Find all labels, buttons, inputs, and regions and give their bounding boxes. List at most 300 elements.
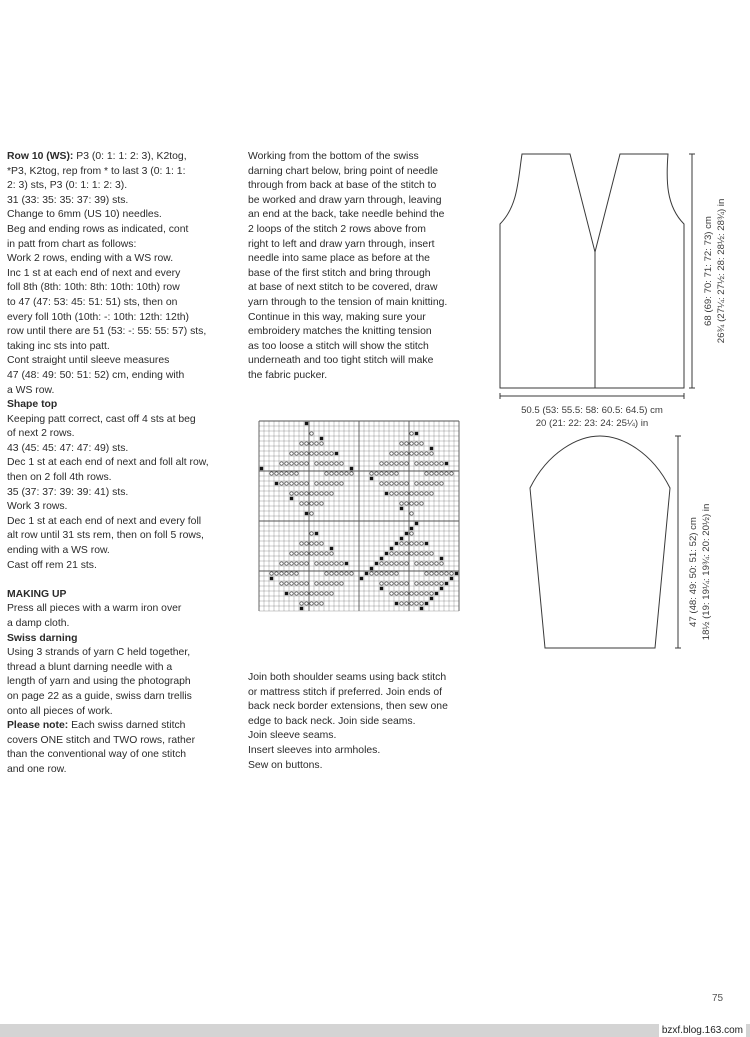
darned-stitch xyxy=(420,482,423,485)
darned-stitch xyxy=(315,442,318,445)
darned-stitch xyxy=(410,512,413,515)
text-run: 2: 3) sts, P3 (0: 1: 1: 2: 3). xyxy=(7,180,128,192)
darned-stitch xyxy=(305,552,308,555)
darned-stitch xyxy=(315,492,318,495)
darned-stitch xyxy=(380,572,383,575)
darned-stitch xyxy=(340,562,343,565)
text-line xyxy=(7,559,239,574)
darned-stitch xyxy=(430,562,433,565)
darned-stitch xyxy=(315,482,318,485)
text-run: Work 3 rows. xyxy=(7,501,68,513)
darned-stitch xyxy=(400,542,403,545)
filled-stitch xyxy=(290,497,293,500)
darned-stitch xyxy=(285,472,288,475)
darned-stitch xyxy=(305,582,308,585)
darned-stitch xyxy=(340,462,343,465)
darned-stitch xyxy=(390,482,393,485)
text-run: Work 2 rows, ending with a WS row. xyxy=(7,253,174,265)
darned-stitch xyxy=(285,482,288,485)
darned-stitch xyxy=(390,572,393,575)
darned-stitch xyxy=(280,582,283,585)
darned-stitch xyxy=(385,582,388,585)
darned-stitch xyxy=(300,582,303,585)
darned-stitch xyxy=(425,472,428,475)
darned-stitch xyxy=(315,452,318,455)
darned-stitch xyxy=(380,472,383,475)
darned-stitch xyxy=(395,582,398,585)
darned-stitch xyxy=(290,472,293,475)
text-line xyxy=(7,646,239,661)
darned-stitch xyxy=(280,482,283,485)
filled-stitch xyxy=(305,422,308,425)
footer-bar xyxy=(0,1024,750,1037)
darned-stitch xyxy=(425,482,428,485)
darned-stitch xyxy=(435,462,438,465)
filled-stitch xyxy=(390,547,393,550)
body-length-in: 26¾ (27¼: 27½: 28: 28½: 28¾) in xyxy=(716,198,727,344)
text-line: Join sleeve seams. xyxy=(248,730,337,742)
darned-stitch xyxy=(290,592,293,595)
darned-stitch xyxy=(335,582,338,585)
darned-stitch xyxy=(405,462,408,465)
darned-stitch xyxy=(425,452,428,455)
darned-stitch xyxy=(350,472,353,475)
text-line xyxy=(7,661,239,676)
darned-stitch xyxy=(395,572,398,575)
text-run: Press all pieces with a warm iron over xyxy=(7,603,182,615)
darned-stitch xyxy=(430,552,433,555)
darned-stitch xyxy=(315,602,318,605)
filled-stitch xyxy=(445,582,448,585)
filled-stitch xyxy=(400,507,403,510)
text-run: ending with a WS row. xyxy=(7,545,110,557)
darned-stitch xyxy=(395,472,398,475)
middle-column xyxy=(248,150,484,384)
darned-stitch xyxy=(320,562,323,565)
darned-stitch xyxy=(440,472,443,475)
text-line xyxy=(7,413,239,428)
darned-stitch xyxy=(315,562,318,565)
darned-stitch xyxy=(420,582,423,585)
text-run: 31 (33: 35: 35: 37: 39) sts. xyxy=(7,194,129,206)
filled-stitch xyxy=(440,587,443,590)
darned-stitch xyxy=(375,472,378,475)
text-run: Change to 6mm (US 10) needles. xyxy=(7,209,162,221)
filled-stitch xyxy=(385,492,388,495)
darned-stitch xyxy=(330,492,333,495)
filled-stitch xyxy=(320,437,323,440)
darned-stitch xyxy=(320,592,323,595)
text-line xyxy=(7,384,239,399)
filled-stitch xyxy=(365,572,368,575)
darned-stitch xyxy=(430,592,433,595)
text-line xyxy=(7,252,239,267)
darned-stitch xyxy=(325,552,328,555)
darned-stitch xyxy=(430,472,433,475)
darned-stitch xyxy=(440,562,443,565)
darned-stitch xyxy=(370,472,373,475)
darned-stitch xyxy=(325,572,328,575)
darned-stitch xyxy=(380,482,383,485)
darned-stitch xyxy=(320,462,323,465)
darned-stitch xyxy=(430,452,433,455)
filled-stitch xyxy=(420,607,423,610)
darned-stitch xyxy=(415,582,418,585)
darned-stitch xyxy=(410,442,413,445)
text-line xyxy=(7,544,239,559)
darned-stitch xyxy=(325,492,328,495)
darned-stitch xyxy=(330,552,333,555)
filled-stitch xyxy=(405,532,408,535)
darned-stitch xyxy=(400,592,403,595)
darned-stitch xyxy=(300,462,303,465)
darned-stitch xyxy=(400,482,403,485)
darned-stitch xyxy=(385,572,388,575)
darned-stitch xyxy=(290,492,293,495)
darned-stitch xyxy=(340,572,343,575)
text-run: length of yarn and using the photograph xyxy=(7,676,191,688)
filled-stitch xyxy=(360,577,363,580)
filled-stitch xyxy=(345,562,348,565)
darned-stitch xyxy=(420,442,423,445)
darned-stitch xyxy=(335,472,338,475)
darned-stitch xyxy=(415,562,418,565)
text-run: row until there are 51 (53: -: 55: 55: 57) sts, xyxy=(7,326,207,338)
filled-stitch xyxy=(425,542,428,545)
darned-stitch xyxy=(400,582,403,585)
darned-stitch xyxy=(325,562,328,565)
darned-stitch xyxy=(330,562,333,565)
text-line xyxy=(7,675,239,690)
sleeve-length-in: 18½ (19: 19¼: 19¾: 20: 20½) in xyxy=(701,503,712,641)
text-run: every foll 10th (10th: -: 10th: 12th: 12th) xyxy=(7,311,189,323)
filled-stitch xyxy=(395,602,398,605)
darned-stitch xyxy=(305,462,308,465)
left-column xyxy=(7,150,239,778)
darned-stitch xyxy=(320,452,323,455)
text-line: the fabric pucker. xyxy=(248,369,328,381)
darned-stitch xyxy=(335,562,338,565)
darned-stitch xyxy=(320,542,323,545)
darned-stitch xyxy=(295,582,298,585)
filled-stitch xyxy=(395,542,398,545)
text-run: taking inc sts into patt. xyxy=(7,340,110,352)
text-run: Beg and ending rows as indicated, cont xyxy=(7,223,189,235)
text-line: back neck border extensions, then sew one xyxy=(248,701,448,713)
text-line: at base of next stitch to be covered, draw xyxy=(248,282,438,294)
chart-grid xyxy=(259,421,459,611)
filled-stitch xyxy=(350,467,353,470)
darned-stitch xyxy=(430,482,433,485)
text-line xyxy=(7,705,239,720)
filled-stitch xyxy=(385,552,388,555)
darned-stitch xyxy=(400,442,403,445)
filled-stitch xyxy=(430,597,433,600)
darned-stitch xyxy=(405,492,408,495)
filled-stitch xyxy=(270,577,273,580)
darned-stitch xyxy=(330,472,333,475)
darned-stitch xyxy=(435,472,438,475)
darned-stitch xyxy=(300,542,303,545)
text-run: and one row. xyxy=(7,763,67,775)
darned-stitch xyxy=(415,462,418,465)
darned-stitch xyxy=(395,482,398,485)
darned-stitch xyxy=(285,562,288,565)
text-line xyxy=(7,427,239,442)
darned-stitch xyxy=(425,582,428,585)
darned-stitch xyxy=(340,582,343,585)
text-line xyxy=(7,179,239,194)
darned-stitch xyxy=(420,452,423,455)
text-line xyxy=(7,281,239,296)
darned-stitch xyxy=(400,552,403,555)
darned-stitch xyxy=(300,592,303,595)
darned-stitch xyxy=(315,582,318,585)
filled-stitch xyxy=(380,557,383,560)
filled-stitch xyxy=(410,527,413,530)
darned-stitch xyxy=(280,562,283,565)
darned-stitch xyxy=(325,452,328,455)
darned-stitch xyxy=(370,572,373,575)
darned-stitch xyxy=(425,562,428,565)
darned-stitch xyxy=(410,552,413,555)
text-line xyxy=(7,354,239,369)
text-run: Using 3 strands of yarn C held together, xyxy=(7,647,191,659)
darned-stitch xyxy=(290,452,293,455)
text-run: Dec 1 st at each end of next and foll alt row, xyxy=(7,457,209,469)
darned-stitch xyxy=(300,482,303,485)
darned-stitch xyxy=(295,492,298,495)
text-line: Working from the bottom of the swiss xyxy=(248,151,419,162)
sleeve-length-cm: 47 (48: 49: 50: 51: 52) cm xyxy=(688,517,699,627)
darned-stitch xyxy=(295,572,298,575)
darned-stitch xyxy=(320,482,323,485)
darned-stitch xyxy=(320,502,323,505)
darned-stitch xyxy=(430,492,433,495)
darned-stitch xyxy=(405,482,408,485)
darned-stitch xyxy=(415,482,418,485)
watermark: bzxf.blog.163.com xyxy=(659,1024,746,1037)
darned-stitch xyxy=(405,602,408,605)
bold-run: Please note: xyxy=(7,720,69,732)
darned-stitch xyxy=(310,542,313,545)
darned-stitch xyxy=(280,572,283,575)
darned-stitch xyxy=(435,582,438,585)
darned-stitch xyxy=(415,552,418,555)
darned-stitch xyxy=(375,572,378,575)
darned-stitch xyxy=(330,462,333,465)
darned-stitch xyxy=(425,572,428,575)
darned-stitch xyxy=(450,472,453,475)
darned-stitch xyxy=(345,472,348,475)
darned-stitch xyxy=(290,572,293,575)
darned-stitch xyxy=(420,492,423,495)
darned-stitch xyxy=(410,542,413,545)
text-run: thread a blunt darning needle with a xyxy=(7,661,173,673)
darned-stitch xyxy=(330,582,333,585)
darned-stitch xyxy=(275,572,278,575)
text-run: Cont straight until sleeve measures xyxy=(7,355,170,367)
text-line xyxy=(7,471,239,486)
darned-stitch xyxy=(430,582,433,585)
darned-stitch xyxy=(400,602,403,605)
text-run: 47 (48: 49: 50: 51: 52) cm, ending with xyxy=(7,369,185,381)
darned-stitch xyxy=(335,482,338,485)
darned-stitch xyxy=(395,452,398,455)
darned-stitch xyxy=(435,572,438,575)
text-run: onto all pieces of work. xyxy=(7,705,113,717)
text-run: Cast off rem 21 sts. xyxy=(7,559,97,571)
darned-stitch xyxy=(410,452,413,455)
text-line: base of the first stitch and bring through xyxy=(248,267,431,279)
darned-stitch xyxy=(285,462,288,465)
body-outline xyxy=(500,154,684,388)
darned-stitch xyxy=(330,482,333,485)
darned-stitch xyxy=(325,592,328,595)
darned-stitch xyxy=(290,562,293,565)
text-line: through from back at base of the stitch to xyxy=(248,180,437,192)
text-run: 43 (45: 45: 47: 47: 49) sts. xyxy=(7,442,129,454)
darned-stitch xyxy=(415,602,418,605)
darned-stitch xyxy=(400,502,403,505)
darned-stitch xyxy=(305,592,308,595)
darned-stitch xyxy=(390,592,393,595)
darned-stitch xyxy=(425,492,428,495)
darned-stitch xyxy=(445,472,448,475)
darned-stitch xyxy=(420,592,423,595)
darned-stitch xyxy=(270,572,273,575)
text-line: underneath and too tight stitch will make xyxy=(248,355,434,367)
darned-stitch xyxy=(300,492,303,495)
text-line xyxy=(7,763,239,778)
darned-stitch xyxy=(300,452,303,455)
filled-stitch xyxy=(445,462,448,465)
darned-stitch xyxy=(440,572,443,575)
darned-stitch xyxy=(380,582,383,585)
text-run: to 47 (47: 53: 45: 51: 51) sts, then on xyxy=(7,296,178,308)
darned-stitch xyxy=(420,462,423,465)
filled-stitch xyxy=(435,592,438,595)
darned-stitch xyxy=(405,592,408,595)
text-line xyxy=(7,340,239,355)
darned-stitch xyxy=(390,552,393,555)
darned-stitch xyxy=(415,542,418,545)
darned-stitch xyxy=(285,582,288,585)
darned-stitch xyxy=(270,472,273,475)
darned-stitch xyxy=(435,562,438,565)
darned-stitch xyxy=(310,532,313,535)
darned-stitch xyxy=(395,592,398,595)
darned-stitch xyxy=(335,462,338,465)
text-line: needle into same place as before at the xyxy=(248,253,430,265)
darned-stitch xyxy=(415,592,418,595)
text-line xyxy=(7,442,239,457)
darned-stitch xyxy=(420,542,423,545)
bold-run: Row 10 (WS): xyxy=(7,151,74,162)
darned-stitch xyxy=(350,572,353,575)
darned-stitch xyxy=(300,552,303,555)
body-schematic xyxy=(500,154,695,399)
filled-stitch xyxy=(380,587,383,590)
darned-stitch xyxy=(315,542,318,545)
filled-stitch xyxy=(425,602,428,605)
darned-stitch xyxy=(450,572,453,575)
darned-stitch xyxy=(390,452,393,455)
darned-stitch xyxy=(430,462,433,465)
text-run: Each swiss darned stitch xyxy=(68,720,186,732)
darned-stitch xyxy=(300,602,303,605)
filled-stitch xyxy=(450,577,453,580)
darned-stitch xyxy=(305,452,308,455)
text-run: a WS row. xyxy=(7,384,55,396)
darned-stitch xyxy=(330,452,333,455)
darned-stitch xyxy=(390,582,393,585)
darned-stitch xyxy=(435,482,438,485)
darned-stitch xyxy=(380,462,383,465)
text-run: covers ONE stitch and TWO rows, rather xyxy=(7,734,196,746)
darned-stitch xyxy=(390,472,393,475)
text-line xyxy=(7,325,239,340)
filled-stitch xyxy=(300,607,303,610)
darned-stitch xyxy=(275,472,278,475)
filled-stitch xyxy=(370,567,373,570)
darned-stitch xyxy=(415,442,418,445)
darned-stitch xyxy=(405,442,408,445)
text-run: then on 2 foll 4th rows. xyxy=(7,472,112,484)
text-line: Continue in this way, making sure your xyxy=(248,311,426,323)
text-line xyxy=(7,165,239,180)
darned-stitch xyxy=(340,482,343,485)
darned-stitch xyxy=(325,582,328,585)
darned-stitch xyxy=(410,592,413,595)
text-run: Keeping patt correct, cast off 4 sts at beg xyxy=(7,413,196,425)
darned-stitch xyxy=(440,482,443,485)
text-line xyxy=(7,734,239,749)
darned-stitch xyxy=(295,462,298,465)
darned-stitch xyxy=(425,592,428,595)
text-line xyxy=(7,223,239,238)
darned-stitch xyxy=(310,442,313,445)
darned-stitch xyxy=(410,502,413,505)
darned-stitch xyxy=(310,512,313,515)
paragraph-gap xyxy=(7,573,239,588)
darned-stitch xyxy=(425,552,428,555)
darned-stitch xyxy=(395,492,398,495)
body-length-cm: 68 (69: 70: 71: 72: 73) cm xyxy=(703,216,714,326)
text-line xyxy=(7,617,239,632)
darned-stitch xyxy=(410,602,413,605)
darned-stitch xyxy=(445,572,448,575)
darned-stitch xyxy=(300,502,303,505)
text-line xyxy=(7,486,239,501)
darned-stitch xyxy=(315,502,318,505)
darned-stitch xyxy=(430,572,433,575)
text-line xyxy=(7,515,239,530)
darned-stitch xyxy=(385,472,388,475)
text-run: a damp cloth. xyxy=(7,618,70,629)
filled-stitch xyxy=(285,592,288,595)
text-line xyxy=(7,719,239,734)
darned-stitch xyxy=(315,552,318,555)
darned-stitch xyxy=(330,572,333,575)
darned-stitch xyxy=(325,462,328,465)
text-run: 35 (37: 37: 39: 39: 41) sts. xyxy=(7,486,129,498)
text-run: on page 22 as a guide, swiss darn trellis xyxy=(7,690,192,702)
filled-stitch xyxy=(335,452,338,455)
darned-stitch xyxy=(305,442,308,445)
darned-stitch xyxy=(310,602,313,605)
darned-stitch xyxy=(390,562,393,565)
